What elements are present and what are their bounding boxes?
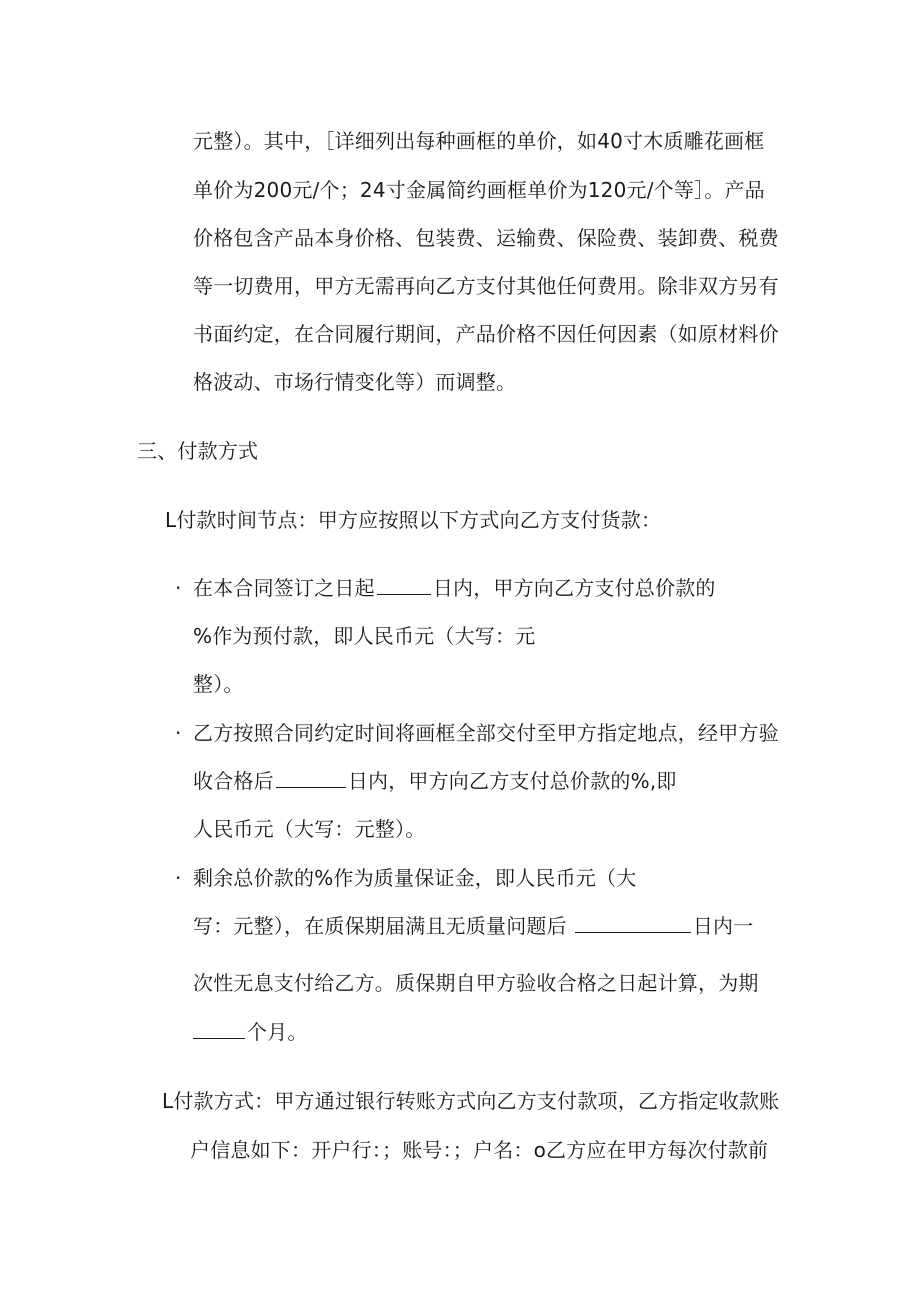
bullet-3-text-after-months: 个月。: [247, 1020, 308, 1044]
blank-days-1: [377, 574, 431, 595]
bullet-1-line-3: 整）。: [193, 672, 244, 696]
payment-timing-intro: L付款时间节点：甲方应按照以下方式向乙方支付货款：: [165, 508, 662, 532]
bullet-2-line-2: [193, 767, 677, 795]
bullet-2-line-3: 人民币元（大写：元整）。: [193, 817, 426, 841]
price-paragraph-line-4: 等一切费用，甲方无需再向乙方支付其他任何费用。除非双方另有: [193, 274, 779, 298]
bullet-3-text-before: 写：元整），在质保期届满且无质量问题后: [193, 914, 567, 938]
bullet-3-line-2: [193, 912, 753, 940]
bullet-dot-3: ·: [175, 866, 182, 890]
payment-method-line-1: L付款方式：甲方通过银行转账方式向乙方支付款项，乙方指定收款账: [162, 1089, 780, 1113]
blank-days-3: [575, 912, 691, 933]
bullet-2-text-before: 收合格后: [193, 769, 274, 793]
price-paragraph-line-2: 单价为200元/个；24寸金属简约画框单价为120元/个等］。产品: [193, 178, 765, 202]
bullet-3-line-3: 次性无息支付给乙方。质保期自甲方验收合格之日起计算，为期: [193, 971, 759, 995]
bullet-2-line-1: 乙方按照合同约定时间将画框全部交付至甲方指定地点，经甲方验: [193, 721, 779, 745]
price-paragraph-line-3: 价格包含产品本身价格、包装费、运输费、保险费、装卸费、税费: [193, 226, 779, 250]
payment-method-line-2: 户信息如下：开户行：；账号：；户名：o乙方应在甲方每次付款前: [190, 1138, 769, 1162]
bullet-dot-2: ·: [175, 721, 182, 745]
blank-months: [193, 1018, 245, 1039]
price-paragraph-line-6: 格波动、市场行情变化等）而调整。: [193, 370, 517, 394]
blank-days-2: [276, 767, 346, 788]
bullet-2-text-after: 日内，甲方向乙方支付总价款的%,即: [347, 769, 677, 793]
bullet-1-line-2: %作为预付款，即人民币元（大写：元: [193, 624, 536, 648]
bullet-1-text-after: 日内，甲方向乙方支付总价款的: [432, 576, 716, 600]
section-heading: 三、付款方式: [137, 439, 259, 463]
bullet-3-line-1: 剩余总价款的%作为质量保证金，即人民币元（大: [193, 866, 637, 890]
bullet-3-line-4: [193, 1018, 308, 1046]
price-paragraph-line-5: 书面约定，在合同履行期间，产品价格不因任何因素（如原材料价: [193, 322, 779, 346]
bullet-1-text-before: 在本合同签订之日起: [193, 576, 375, 600]
bullet-dot-1: ·: [175, 576, 182, 600]
bullet-3-text-after: 日内一: [692, 914, 754, 938]
bullet-1-line-1: [193, 574, 716, 602]
price-paragraph-line-1: 元整）。其中，［详细列出每种画框的单价，如40寸木质雕花画框: [193, 129, 765, 153]
